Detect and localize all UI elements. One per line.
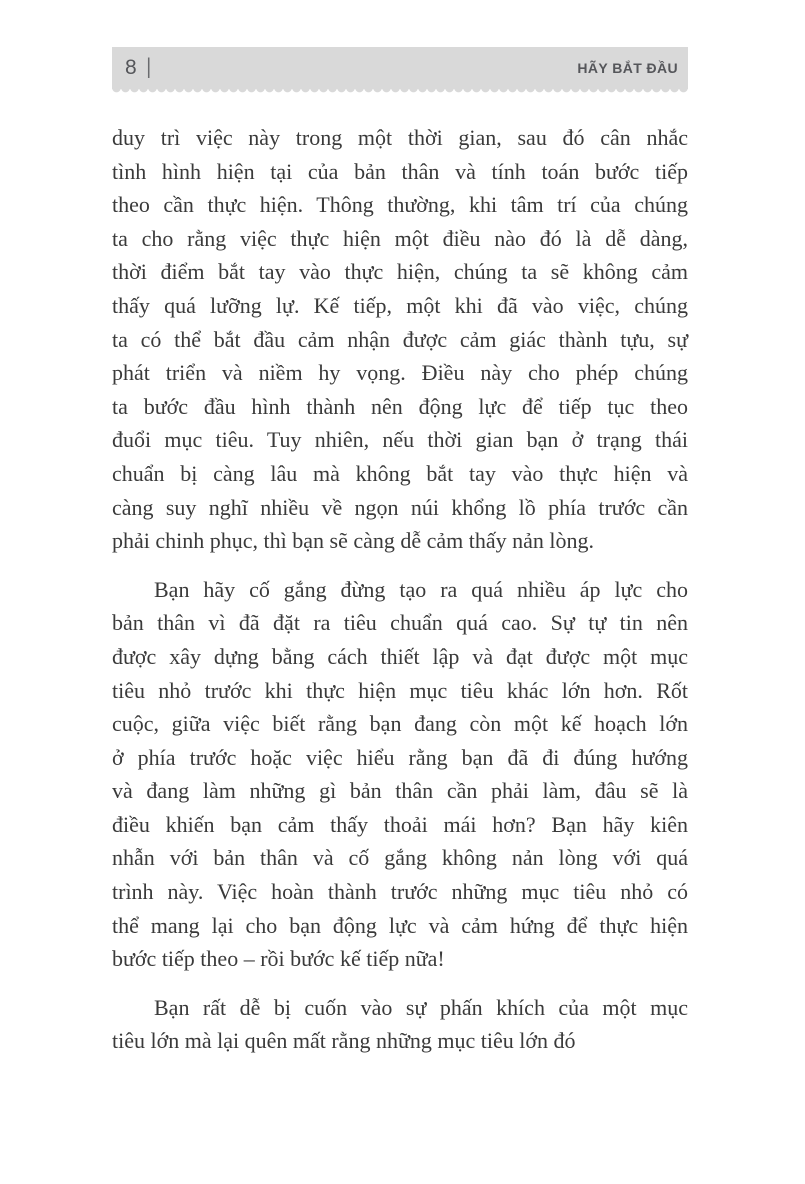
text-line: thấy quá lưỡng lự. Kế tiếp, một khi đã vào việc, chúng xyxy=(112,292,688,318)
text-line: và đang làm những gì bản thân cần phải làm, đâu sẽ là xyxy=(112,778,688,804)
text-line: Bạn hãy cố gắng đừng tạo ra quá nhiều áp lực cho xyxy=(154,576,688,602)
text-line: ta bước đầu hình thành nên động lực để tiếp tục theo xyxy=(112,393,688,419)
paragraph xyxy=(112,991,688,1058)
page-header xyxy=(112,47,688,89)
text-line: tiêu nhỏ trước khi thực hiện mục tiêu khác lớn hơn. Rốt xyxy=(112,677,688,703)
text-line: tiêu lớn mà lại quên mất rằng những mục tiêu lớn đó xyxy=(112,1028,576,1054)
text-line: đuổi mục tiêu. Tuy nhiên, nếu thời gian bạn ở trạng thái xyxy=(112,427,688,453)
page-number: 8 xyxy=(125,56,138,79)
chapter-title: HÃY BẮT ĐẦU xyxy=(577,60,678,76)
text-line: bản thân vì đã đặt ra tiêu chuẩn quá cao. Sự tự tin nên xyxy=(112,610,688,636)
text-line: ở phía trước hoặc việc hiểu rằng bạn đã đi đúng hướng xyxy=(112,744,688,770)
text-line: phải chinh phục, thì bạn sẽ càng dễ cảm thấy nản lòng. xyxy=(112,528,595,554)
paragraph xyxy=(112,121,688,558)
text-line: duy trì việc này trong một thời gian, sau đó cân nhắc xyxy=(112,125,688,150)
text-line: chuẩn bị càng lâu mà không bắt tay vào thực hiện và xyxy=(112,460,688,486)
text-line: Bạn rất dễ bị cuốn vào sự phấn khích của một mục xyxy=(154,994,688,1020)
text-line: điều khiến bạn cảm thấy thoải mái hơn? Bạn hãy kiên xyxy=(112,811,688,837)
header-separator: | xyxy=(146,55,152,80)
body-text xyxy=(112,121,688,1058)
text-line: được xây dựng bằng cách thiết lập và đạt được một mục xyxy=(112,643,688,669)
page-number-group xyxy=(125,56,151,80)
text-line: ta có thể bắt đầu cảm nhận được cảm giác thành tựu, sự xyxy=(112,326,688,352)
text-line: nhẫn với bản thân và cố gắng không nản lòng với quá xyxy=(112,845,688,871)
text-line: tình hình hiện tại của bản thân và tính toán bước tiếp xyxy=(112,158,688,184)
text-line: phát triển và niềm hy vọng. Điều này cho phép chúng xyxy=(112,360,688,386)
text-line: ta cho rằng việc thực hiện một điều nào đó là dễ dàng, xyxy=(112,225,688,251)
text-line: bước tiếp theo – rồi bước kế tiếp nữa! xyxy=(112,946,445,972)
text-line: cuộc, giữa việc biết rằng bạn đang còn một kế hoạch lớn xyxy=(112,711,688,737)
text-line: thể mang lại cho bạn động lực và cảm hứng để thực hiện xyxy=(112,912,688,938)
header-band-scalloped-edge xyxy=(112,89,688,94)
paragraph xyxy=(112,573,688,976)
text-line: trình này. Việc hoàn thành trước những mục tiêu nhỏ có xyxy=(112,879,688,905)
text-line: càng suy nghĩ nhiều về ngọn núi khổng lồ phía trước cần xyxy=(112,494,688,520)
text-line: thời điểm bắt tay vào thực hiện, chúng ta sẽ không cảm xyxy=(112,259,688,285)
text-line: theo cần thực hiện. Thông thường, khi tâm trí của chúng xyxy=(112,192,688,218)
